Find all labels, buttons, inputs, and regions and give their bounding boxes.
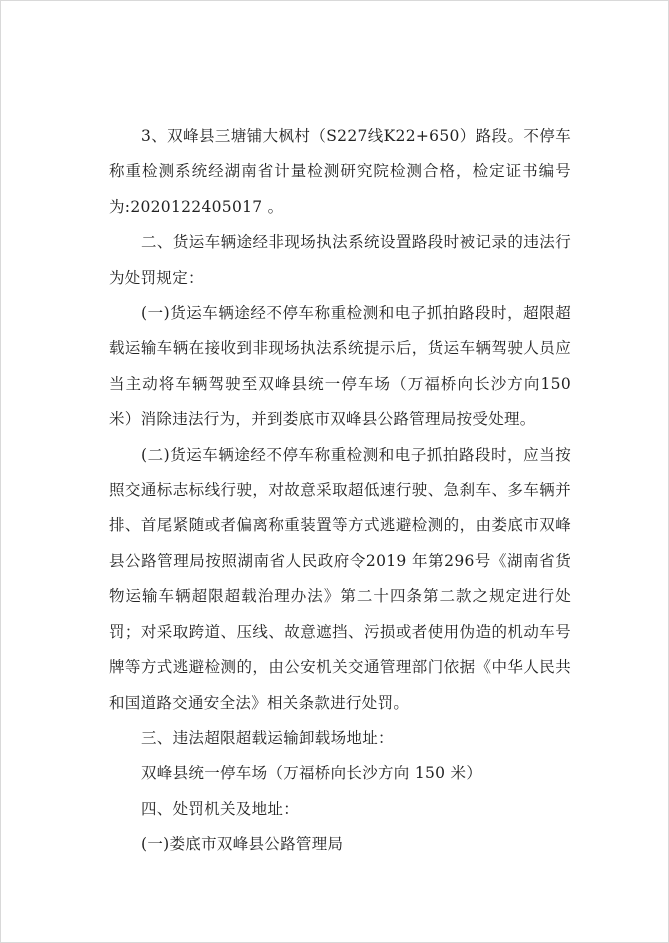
paragraph-rule-1: (一)货运车辆途经不停车称重检测和电子抓拍路段时，超限超载运输车辆在接收到非现场执法系统提示后，货运车辆驾驶人员应当主动将车辆驾驶至双峰县统一停车场（万福桥向长沙方向150 米）消除违法行为，并到娄底市双峰县公路管理局按受处理。 — [109, 304, 571, 429]
heading-section-2: 二、货运车辆途经非现场执法系统设置路段时被记录的违法行为处罚规定： — [109, 233, 571, 287]
document-body — [109, 119, 571, 863]
paragraph-checkpoint-3: 3、双峰县三塘铺大枫村（S227线K22+650）路段。不停车称重检测系统经湖南省计量检测研究院检测合格，检定证书编号为:2020122405017 。 — [109, 127, 571, 216]
paragraph-rule-2: (二)货运车辆途经不停车称重检测和电子抓拍路段时，应当按照交通标志标线行驶，对故意采取超低速行驶、急刹车、多车辆并排、首尾紧随或者偏离称重装置等方式逃避检测的，由娄底市双峰县公路管理局按照湖南省人民政府令2019 年第296号《湖南省货物运输车辆超限超载治理办法》第二十四条第二款之规定进行处罚；对采取跨道、压线、故意遮挡、污损或者使用伪造的机动车号牌等方式逃避检测的，由公安机关交通管理部门依据《中华人民共和国道路交通安全法》相关条款进行处罚。 — [109, 445, 571, 712]
heading-section-4: 四、处罚机关及地址： — [141, 799, 300, 818]
paragraph-unloading-site: 双峰县统一停车场（万福桥向长沙方向 150 米） — [141, 764, 483, 783]
paragraph-authority-1: (一)娄底市双峰县公路管理局 — [141, 835, 344, 854]
heading-section-3: 三、违法超限超载运输卸载场地址： — [141, 728, 394, 747]
